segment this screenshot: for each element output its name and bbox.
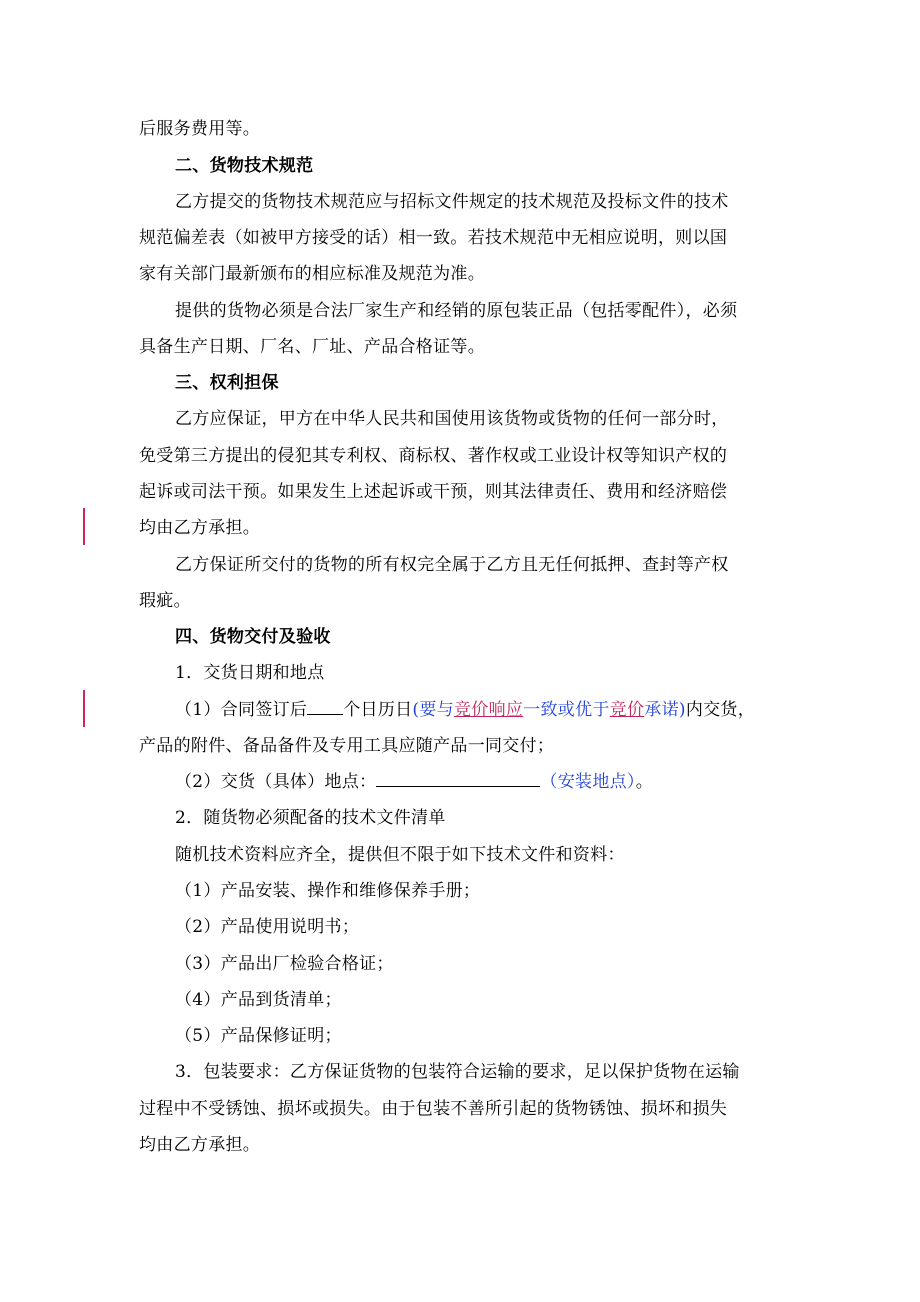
delivery-date-item bbox=[175, 695, 835, 725]
paragraph-line: 起诉或司法干预。如果发生上述起诉或干预，则其法律责任、费用和经济赔偿 bbox=[139, 482, 728, 502]
note-text: （安装地点） bbox=[540, 772, 636, 792]
paragraph-line: 随机技术资料应齐全，提供但不限于如下技术文件和资料： bbox=[175, 845, 625, 865]
item-text: （1）合同签订后 bbox=[175, 700, 308, 720]
note-text: 承诺) bbox=[644, 700, 686, 720]
paragraph-continuation: 后服务费用等。 bbox=[139, 119, 261, 139]
list-item: （1）产品安装、操作和维修保养手册； bbox=[175, 881, 481, 901]
paragraph-line: 具备生产日期、厂名、厂址、产品合格证等。 bbox=[139, 337, 485, 357]
paragraph-line: 免受第三方提出的侵犯其专利权、商标权、著作权或工业设计权等知识产权的 bbox=[139, 446, 728, 466]
section-heading-2: 二、货物技术规范 bbox=[175, 156, 314, 176]
paragraph-line: 产品的附件、备品备件及专用工具应随产品一同交付； bbox=[139, 736, 555, 756]
paragraph-line: 均由乙方承担。 bbox=[139, 1135, 261, 1155]
paragraph-line: 规范偏差表（如被甲方接受的话）相一致。若技术规范中无相应说明，则以国 bbox=[139, 228, 728, 248]
section-heading-3: 三、权利担保 bbox=[175, 373, 279, 393]
delivery-place-item bbox=[175, 767, 835, 797]
note-text: 一致或优于 bbox=[523, 700, 610, 720]
section-heading-4: 四、货物交付及验收 bbox=[175, 627, 331, 647]
subsection-heading: 2．随货物必须配备的技术文件清单 bbox=[175, 808, 446, 828]
item-text: 。 bbox=[635, 772, 654, 792]
paragraph-line: 乙方保证所交付的货物的所有权完全属于乙方且无任何抵押、查封等产权 bbox=[175, 555, 729, 575]
paragraph-line: 提供的货物必须是合法厂家生产和经销的原包装正品（包括零配件），必须 bbox=[175, 301, 738, 321]
revised-text: 竞价 bbox=[609, 700, 645, 720]
days-blank-field[interactable] bbox=[307, 698, 343, 715]
revised-text: 竞价响应 bbox=[453, 700, 524, 720]
list-item: （3）产品出厂检验合格证； bbox=[175, 954, 394, 974]
paragraph-line: 均由乙方承担。 bbox=[139, 518, 261, 538]
paragraph-line: 瑕疵。 bbox=[139, 591, 191, 611]
change-bar-marker bbox=[83, 690, 85, 727]
item-text: 内交货， bbox=[685, 700, 756, 720]
list-item: （5）产品保修证明； bbox=[175, 1026, 342, 1046]
item-text: （2）交货（具体）地点： bbox=[175, 772, 377, 792]
item-text: 个日历日 bbox=[343, 700, 413, 720]
list-item: （4）产品到货清单； bbox=[175, 990, 342, 1010]
paragraph-line: 乙方提交的货物技术规范应与招标文件规定的技术规范及投标文件的技术 bbox=[175, 192, 729, 212]
change-bar-marker bbox=[83, 508, 85, 545]
location-blank-field[interactable] bbox=[376, 770, 540, 787]
list-item: （2）产品使用说明书； bbox=[175, 917, 360, 937]
paragraph-line: 过程中不受锈蚀、损坏或损失。由于包装不善所引起的货物锈蚀、损坏和损失 bbox=[139, 1099, 728, 1119]
subsection-heading: 1．交货日期和地点 bbox=[175, 663, 325, 683]
note-text: (要与 bbox=[412, 700, 454, 720]
paragraph-line: 家有关部门最新颁布的相应标准及规范为准。 bbox=[139, 264, 485, 284]
paragraph-line: 3．包装要求：乙方保证货物的包装符合运输的要求，足以保护货物在运输 bbox=[175, 1062, 740, 1082]
paragraph-line: 乙方应保证，甲方在中华人民共和国使用该货物或货物的任何一部分时， bbox=[175, 409, 729, 429]
